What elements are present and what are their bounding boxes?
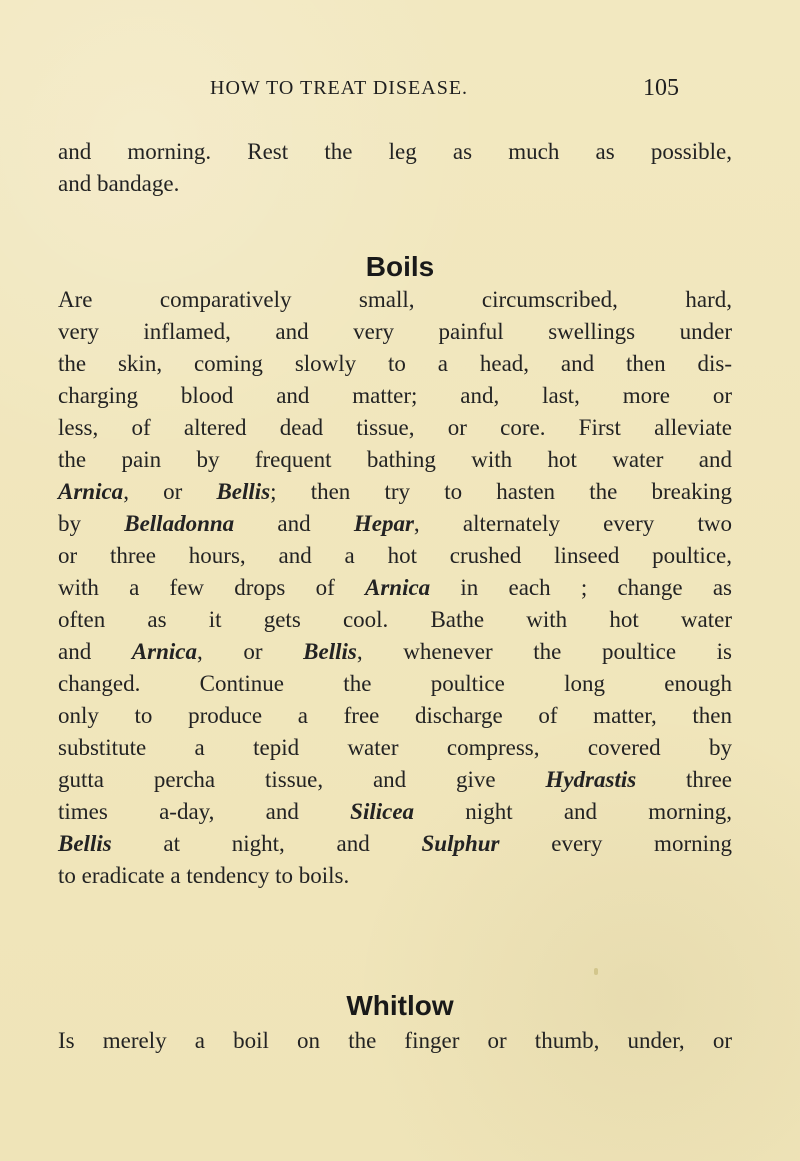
bellis-term-2: Bellis: [303, 639, 357, 664]
boils-line-8-text-1: by: [58, 511, 125, 536]
boils-line-14-text: only to produce a free discharge of matter, then: [58, 703, 732, 728]
boils-line-12-text-1: and: [58, 639, 132, 664]
boils-heading: Boils: [365, 251, 435, 282]
boils-line-15: [58, 732, 732, 764]
intro-line-2: [58, 168, 732, 200]
boils-line-14: [58, 700, 732, 732]
boils-line-7: [58, 476, 732, 508]
page-number: 105: [643, 75, 679, 101]
boils-line-17-text-2: night and morning,: [414, 799, 732, 824]
whitlow-paragraph: [58, 1025, 732, 1057]
whitlow-line-1: [58, 1025, 732, 1057]
boils-line-3-text: the skin, coming slowly to a head, and then dis-: [58, 351, 732, 376]
running-head: HOW TO TREAT DISEASE.: [210, 77, 469, 99]
boils-line-7-text-1: , or: [123, 479, 217, 504]
boils-line-5: [58, 412, 732, 444]
boils-line-7-text-2: ; then try to hasten the breaking: [270, 479, 732, 504]
intro-line-1: [58, 136, 732, 168]
boils-line-11: [58, 604, 732, 636]
boils-line-2-text: very inflamed, and very painful swellings under: [58, 319, 732, 344]
sulphur-term: Sulphur: [421, 831, 500, 856]
arnica-term: Arnica: [58, 479, 124, 504]
boils-line-6-text: the pain by frequent bathing with hot water and: [58, 447, 732, 472]
whitlow-line-1-text: Is merely a boil on the finger or thumb, under, or: [58, 1028, 732, 1053]
arnica-term-3: Arnica: [131, 639, 198, 664]
arnica-term-2: Arnica: [364, 575, 431, 600]
intro-line-2-text: and bandage.: [58, 171, 180, 196]
boils-line-10-text-1: with a few drops of: [58, 575, 365, 600]
boils-line-10: [58, 572, 732, 604]
boils-line-9-text: or three hours, and a hot crushed linseed poultice,: [58, 543, 732, 568]
boils-line-15-text: substitute a tepid water compress, covered by: [58, 735, 732, 760]
intro-line-1-text: and morning. Rest the leg as much as possible,: [58, 139, 732, 164]
boils-line-1: [58, 284, 732, 316]
paper-speck: [594, 968, 598, 975]
belladonna-term: Belladonna: [124, 511, 235, 536]
boils-line-8: [58, 508, 732, 540]
boils-line-4: [58, 380, 732, 412]
bellis-term: Bellis: [216, 479, 271, 504]
boils-line-5-text: less, of altered dead tissue, or core. First alleviate: [58, 415, 732, 440]
boils-line-12-text-3: , whenever the poultice is: [356, 639, 732, 664]
boils-line-4-text: charging blood and matter; and, last, more or: [58, 383, 732, 408]
boils-line-11-text: often as it gets cool. Bathe with hot water: [58, 607, 732, 632]
silicea-term: Silicea: [350, 799, 415, 824]
boils-line-8-text-2: and: [234, 511, 354, 536]
boils-line-8-text-3: , alternately every two: [413, 511, 732, 536]
boils-line-12: [58, 636, 732, 668]
bellis-term-3: Bellis: [58, 831, 112, 856]
boils-line-18: [58, 828, 732, 860]
boils-line-3: [58, 348, 732, 380]
boils-line-17: [58, 796, 732, 828]
boils-line-19: [58, 860, 732, 892]
boils-line-13: [58, 668, 732, 700]
boils-line-6: [58, 444, 732, 476]
boils-line-2: [58, 316, 732, 348]
boils-line-9: [58, 540, 732, 572]
boils-line-16-text-1: gutta percha tissue, and give: [58, 767, 546, 792]
boils-line-19-text: to eradicate a tendency to boils.: [58, 863, 350, 888]
hydrastis-term: Hydrastis: [545, 767, 637, 792]
boils-line-10-text-2: in each ; change as: [430, 575, 732, 600]
boils-line-18-text-1: at night, and: [111, 831, 422, 856]
boils-line-17-text-1: times a-day, and: [58, 799, 351, 824]
boils-line-16: [58, 764, 732, 796]
whitlow-heading: Whitlow: [346, 990, 454, 1021]
intro-paragraph: [58, 136, 732, 200]
boils-line-18-text-2: every morning: [499, 831, 732, 856]
boils-line-13-text: changed. Continue the poultice long enough: [58, 671, 732, 696]
boils-line-16-text-2: three: [636, 767, 732, 792]
boils-paragraph: [58, 284, 732, 892]
boils-line-12-text-2: , or: [197, 639, 304, 664]
page-header: [0, 76, 800, 116]
boils-line-1-text: Are comparatively small, circumscribed, hard,: [58, 287, 732, 312]
hepar-term: Hepar: [353, 511, 414, 536]
